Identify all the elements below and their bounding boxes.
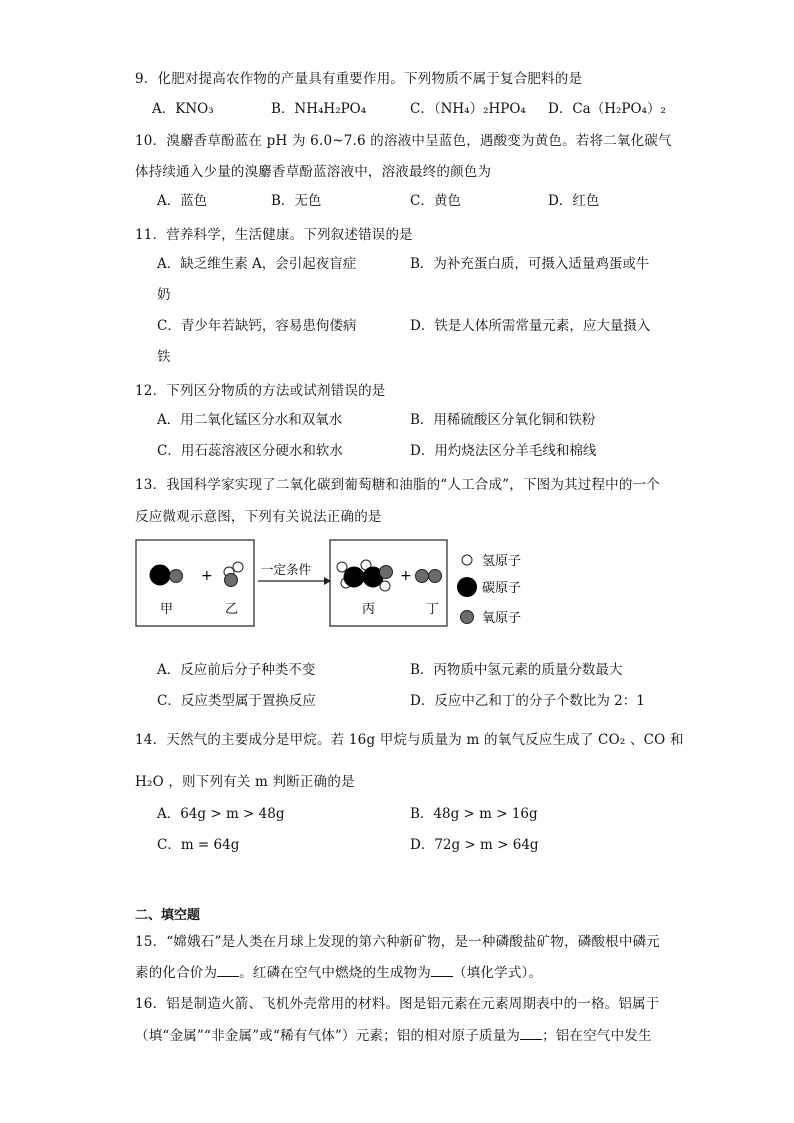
q15-text-b: 。红磷在空气中燃烧的生成物为	[239, 965, 432, 981]
q16-text-b: ；铝在空气中发生	[542, 1028, 652, 1044]
legend-hydrogen-label: 氢原子	[482, 554, 522, 569]
q12-option-d: D．用灼烧法区分羊毛线和棉线	[410, 443, 597, 459]
legend-oxygen-icon	[461, 611, 474, 624]
q9-option-a: A．KNO₃	[152, 101, 214, 117]
q12-stem: 12．下列区分物质的方法或试剂错误的是	[135, 383, 386, 399]
label-bing: 丙	[362, 602, 376, 617]
q15-text-a: 素的化合价为	[135, 965, 218, 981]
q13-option-b: B．丙物质中氢元素的质量分数最大	[410, 662, 623, 678]
q15-line2	[135, 961, 542, 981]
q11-option-d-line2: 铁	[157, 349, 171, 365]
q15-line1: 15．“嫦娥石”是人类在月球上发现的第六种新矿物，是一种磷酸盐矿物，磷酸根中磷元	[135, 934, 660, 950]
plus-sign-right: +	[400, 568, 412, 584]
q16-line2	[135, 1024, 652, 1044]
q12-option-c: C．用石蕊溶液区分硬水和软水	[157, 443, 343, 459]
legend-hydrogen-icon	[462, 555, 472, 565]
label-ding: 丁	[426, 602, 440, 617]
q14-option-d: D．72g > m > 64g	[410, 837, 539, 853]
q15-blank-2[interactable]	[431, 964, 453, 977]
q11-option-a: A．缺乏维生素 A，会引起夜盲症	[157, 256, 357, 272]
q14-stem-line1: 14．天然气的主要成分是甲烷。若 16g 甲烷与质量为 m 的氧气反应生成了 CO₂ 、CO 和	[135, 732, 684, 748]
q13-option-d: D．反应中乙和丁的分子个数比为 2：1	[410, 693, 645, 709]
q12-option-b: B．用稀硫酸区分氧化铜和铁粉	[410, 412, 596, 428]
q10-option-c: C．黄色	[410, 193, 461, 209]
q14-option-b: B．48g > m > 16g	[410, 806, 538, 822]
q13-option-a: A．反应前后分子种类不变	[157, 662, 316, 678]
q11-option-c: C．青少年若缺钙，容易患佝偻病	[157, 318, 357, 334]
q11-stem: 11．营养科学，生活健康。下列叙述错误的是	[135, 227, 413, 243]
carbon-atom	[150, 565, 170, 585]
q10-stem-line1: 10．溴麝香草酚蓝在 pH 为 6.0~7.6 的溶液中呈蓝色，遇酸变为黄色。若将二氧化碳气	[135, 133, 672, 149]
legend-oxygen-label: 氧原子	[482, 611, 522, 626]
q12-option-a: A．用二氧化锰区分水和双氧水	[157, 412, 343, 428]
ding-molecule	[416, 570, 442, 583]
yi-molecule	[224, 562, 243, 587]
q13-stem-line1: 13．我国科学家实现了二氧化碳到葡萄糖和油脂的“人工合成”，下图为其过程中的一个	[135, 477, 660, 493]
q16-text-a: （填“金属”“非金属”或“稀有气体”）元素；铝的相对原子质量为	[135, 1028, 521, 1044]
q14-option-a: A．64g > m > 48g	[157, 806, 285, 822]
q9-stem: 9．化肥对提高农作物的产量具有重要作用。下列物质不属于复合肥料的是	[135, 71, 583, 87]
reaction-micro-diagram	[130, 535, 550, 635]
q16-line1: 16．铝是制造火箭、飞机外壳常用的材料。图是铝元素在元素周期表中的一格。铝属于	[135, 996, 660, 1012]
q15-text-c: （填化学式）。	[453, 965, 543, 981]
q11-option-d-line1: D．铁是人体所需常量元素，应大量摄入	[410, 318, 651, 334]
q14-option-c: C．m = 64g	[157, 837, 240, 853]
q9-option-b: B．NH₄H₂PO₄	[271, 101, 367, 117]
legend-carbon-label: 碳原子	[482, 581, 522, 596]
q9-option-c: C．（NH₄）₂HPO₄	[410, 101, 526, 117]
label-yi: 乙	[225, 602, 239, 617]
bing-molecule	[337, 560, 393, 591]
q9-option-d: D．Ca（H₂PO₄）₂	[548, 101, 666, 117]
section-title: 二、填空题	[135, 908, 201, 923]
q10-option-d: D．红色	[548, 193, 600, 209]
q13-option-c: C．反应类型属于置换反应	[157, 693, 316, 709]
legend-carbon-icon	[457, 577, 477, 597]
q11-option-b-line1: B．为补充蛋白质，可摄入适量鸡蛋或牛	[410, 256, 650, 272]
jia-co2-molecule	[150, 565, 183, 585]
q11-option-b-line2: 奶	[157, 287, 171, 303]
q10-stem-line2: 体持续通入少量的溴麝香草酚蓝溶液中，溶液最终的颜色为	[135, 164, 492, 180]
reaction-condition: 一定条件	[261, 562, 312, 577]
q16-blank-1[interactable]	[520, 1027, 542, 1040]
plus-sign-left: +	[201, 568, 213, 584]
q10-option-b: B．无色	[271, 193, 322, 209]
q15-blank-1[interactable]	[217, 964, 239, 977]
oxygen-atom	[225, 574, 238, 587]
q14-stem-line2: H₂O ，则下列有关 m 判断正确的是	[135, 774, 355, 790]
hydrogen-atom	[233, 562, 243, 572]
q10-option-a: A．蓝色	[157, 193, 208, 209]
q13-stem-line2: 反应微观示意图，下列有关说法正确的是	[135, 509, 382, 525]
oxygen-atom	[170, 570, 183, 583]
label-jia: 甲	[160, 602, 174, 617]
